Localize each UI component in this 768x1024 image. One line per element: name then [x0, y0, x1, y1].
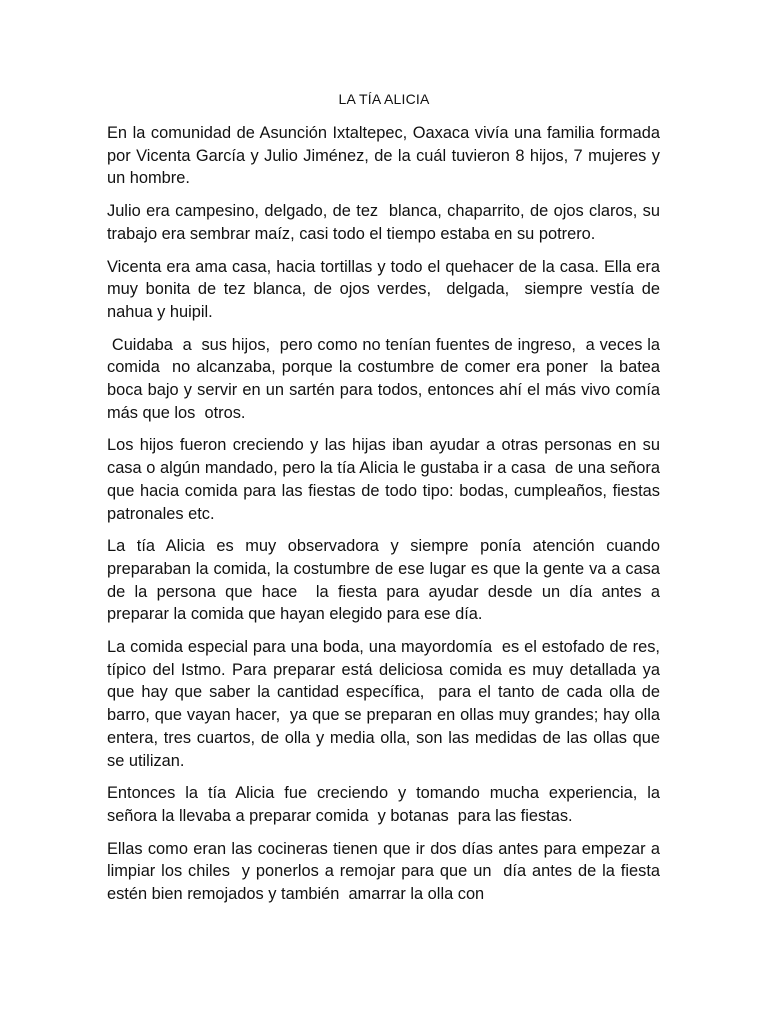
paragraph: La comida especial para una boda, una mayordomía es el estofado de res, típico del Istmo. Para preparar está deliciosa comida es muy detallada ya que hay que saber la cantidad específica, para el tanto de cada olla de barro, que vayan hacer, ya que se preparan en ollas muy grandes; hay olla entera, tres cuartos, de olla y media olla, son las medidas de las ollas que se utilizan.	[107, 638, 665, 770]
paragraph: Julio era campesino, delgado, de tez blanca, chaparrito, de ojos claros, su trabajo era sembrar maíz, casi todo el tiempo estaba en su potrero.	[107, 202, 665, 243]
paragraph: Vicenta era ama casa, hacia tortillas y todo el quehacer de la casa. Ella era muy bonita de tez blanca, de ojos verdes, delgada, siempre vestía de nahua y huipil.	[107, 257, 665, 321]
paragraph: En la comunidad de Asunción Ixtaltepec, Oaxaca vivía una familia formada por Vicenta García y Julio Jiménez, de la cuál tuvieron 8 hijos, 7 mujeres y un hombre.	[107, 124, 665, 188]
paragraph: La tía Alicia es muy observadora y siempre ponía atención cuando preparaban la comida, la costumbre de ese lugar es que la gente va a casa de la persona que hace la fiesta para ayudar desde un día antes a preparar la comida que hayan elegido para ese día.	[107, 537, 665, 624]
paragraph: Los hijos fueron creciendo y las hijas iban ayudar a otras personas en su casa o algún mandado, pero la tía Alicia le gustaba ir a casa de una señora que hacia comida para las fiestas de todo tipo: bodas, cumpleaños, fiestas patronales etc.	[107, 436, 670, 523]
document-title: LA TÍA ALICIA	[338, 91, 430, 107]
document-body	[107, 122, 670, 916]
paragraph: Cuidaba a sus hijos, pero como no tenían fuentes de ingreso, a veces la comida no alcanzaba, porque la costumbre de comer era poner la batea boca bajo y servir en un sartén para todos, entonces ahí el más vivo comía más que los otros.	[107, 335, 665, 422]
paragraph: Ellas como eran las cocineras tienen que ir dos días antes para empezar a limpiar los chiles y ponerlos a remojar para que un día antes de la fiesta estén bien remojados y también amarrar la olla con	[107, 839, 665, 904]
paragraph: Entonces la tía Alicia fue creciendo y tomando mucha experiencia, la señora la llevaba a preparar comida y botanas para las fiestas.	[107, 784, 665, 825]
